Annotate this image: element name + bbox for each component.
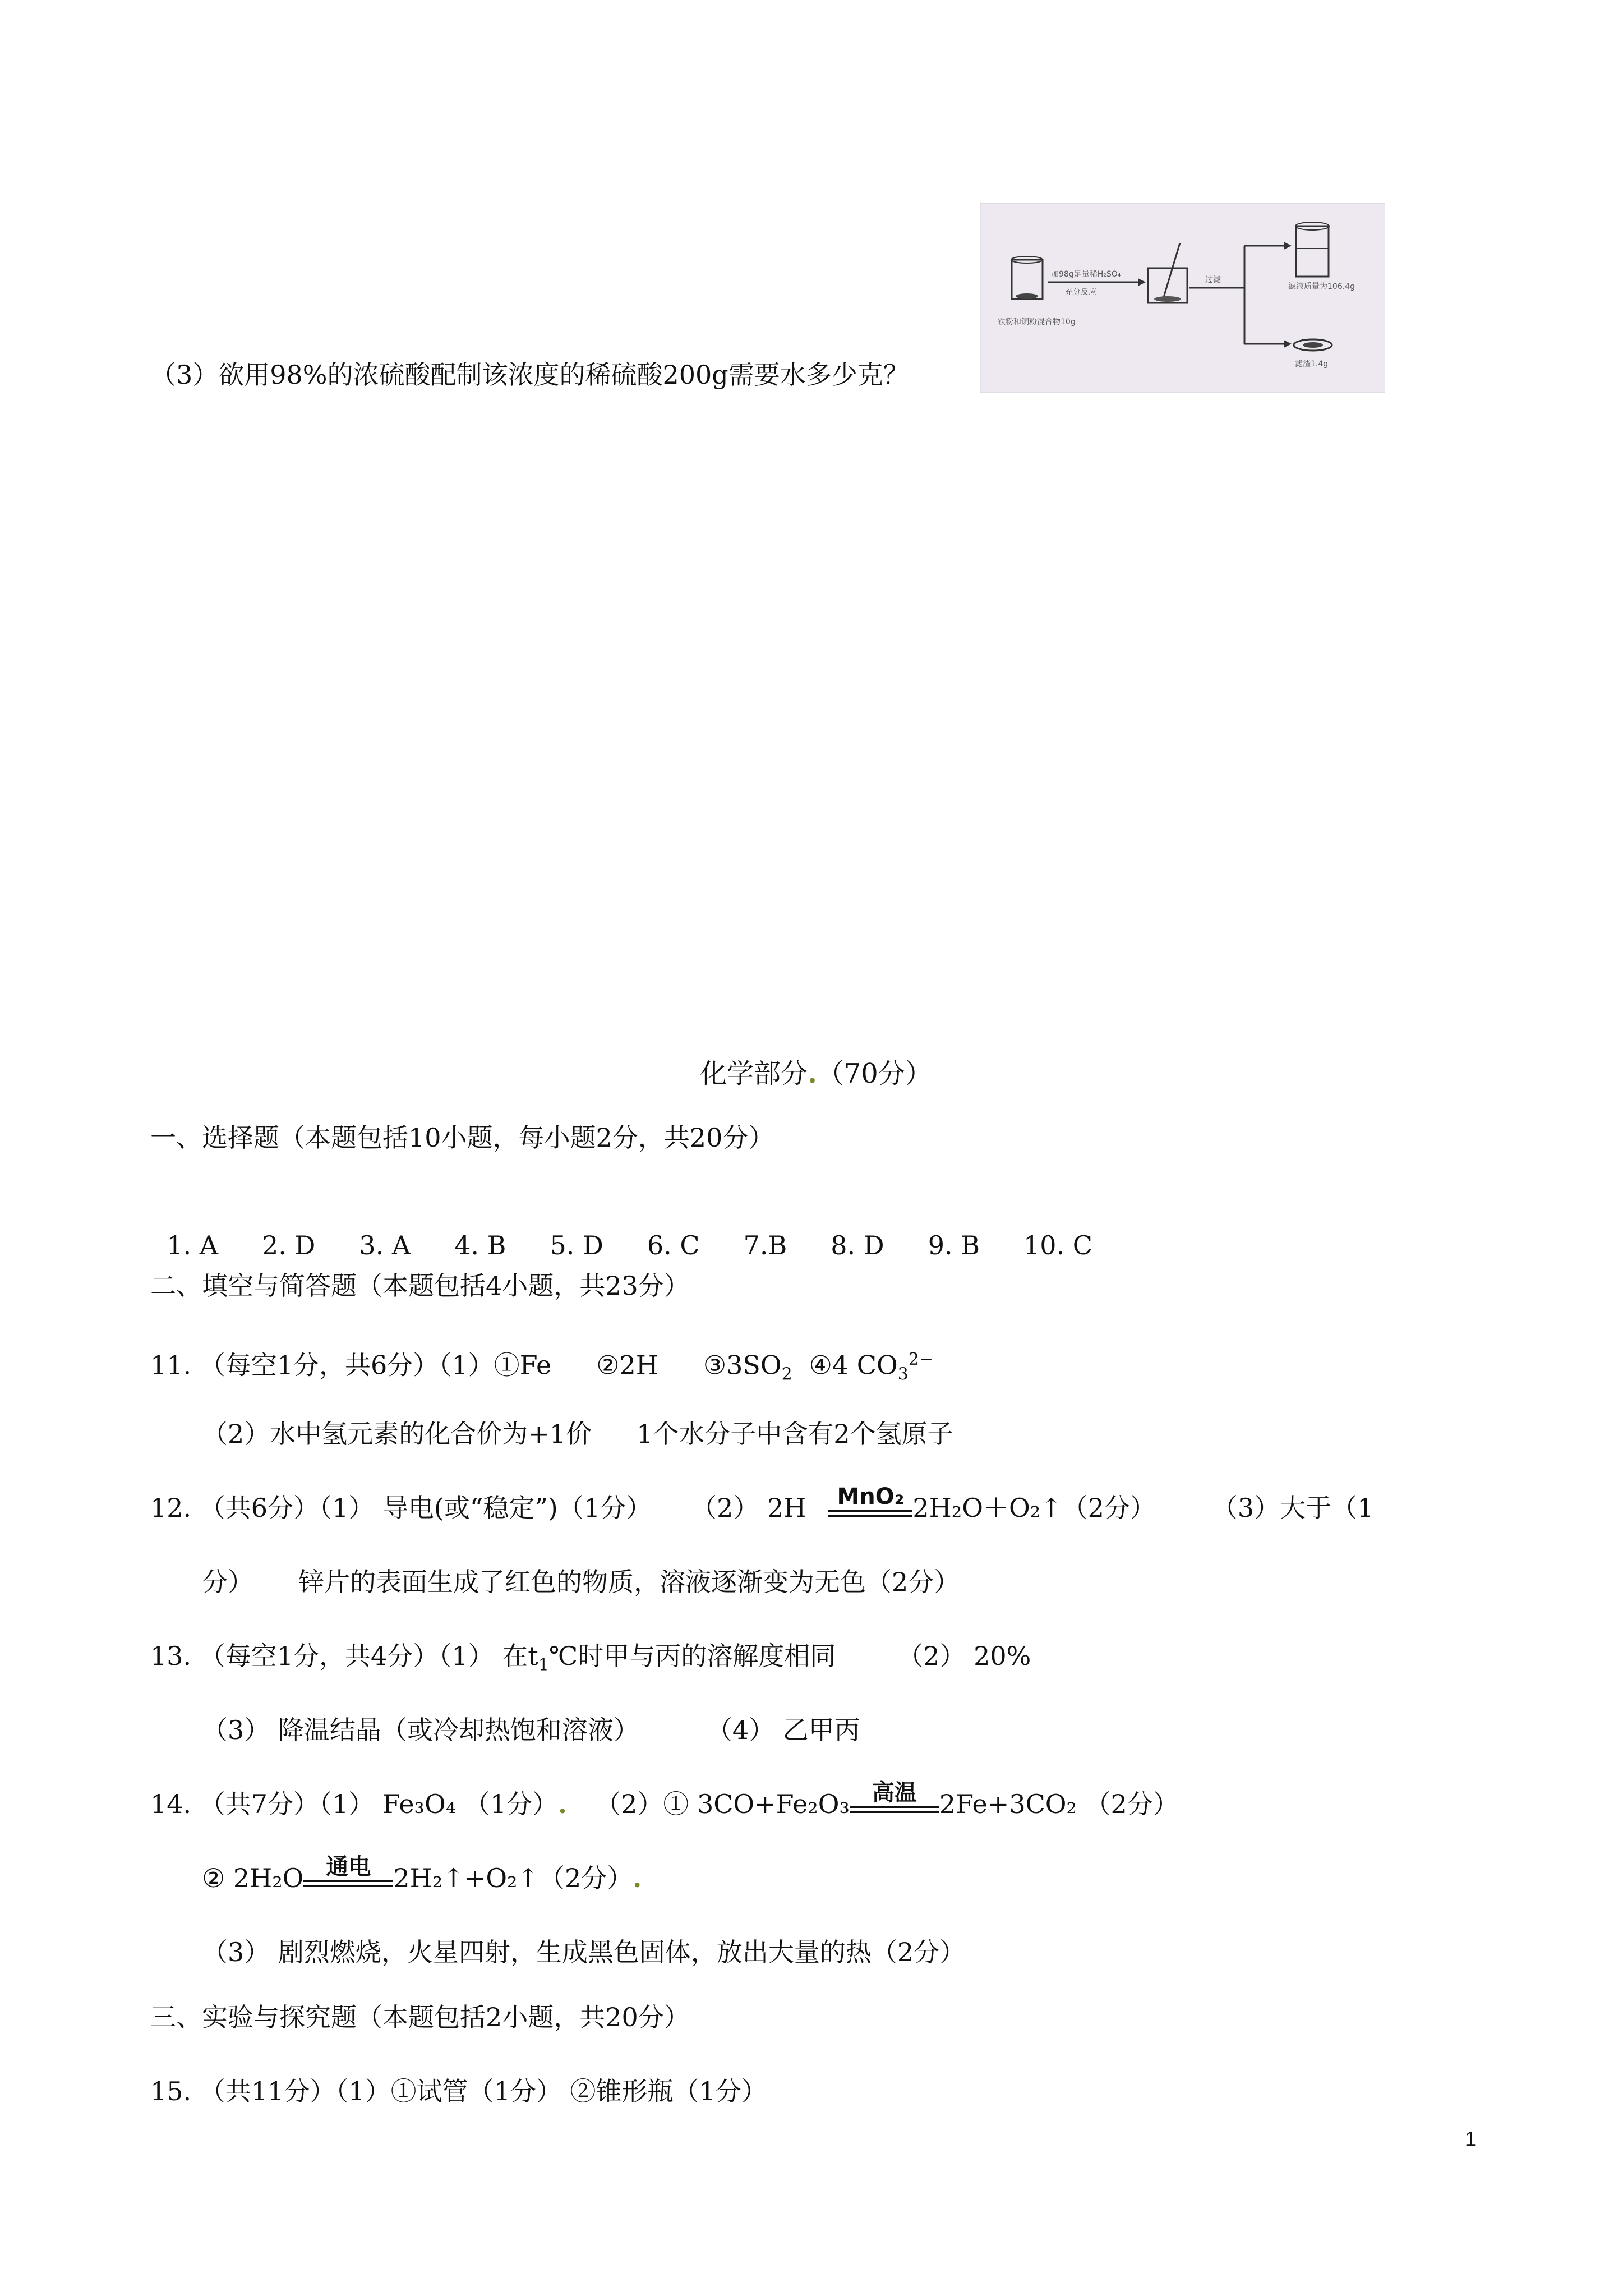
beaker-3 xyxy=(1295,222,1329,277)
q15-line1: 15. （共11分）（1）①试管（1分） ②锥形瓶（1分） xyxy=(150,2076,767,2106)
q14-line2: ② 2H₂O 通电 2H₂↑+O₂↑（2分）. xyxy=(202,1861,642,1895)
electrolysis-condition: 通电 xyxy=(303,1880,393,1895)
part3-heading: 三、实验与探究题（本题包括2小题，共20分） xyxy=(150,2002,690,2032)
mno2-condition: MnO₂ xyxy=(828,1510,912,1525)
experiment-figure xyxy=(980,203,1385,393)
beaker1-caption: 铁粉和铜粉混合物10g xyxy=(998,318,1076,326)
q14-line1: 14. （共7分）（1） Fe₃O₄ （1分）. （2）① 3CO+Fe₂O₃ 高温 2Fe+3CO₂ （2分） xyxy=(150,1787,1179,1821)
question-3: （3）欲用98%的浓硫酸配制该浓度的稀硫酸200g需要水多少克？ xyxy=(150,360,909,390)
q12-line2: 分） 锌片的表面生成了红色的物质，溶液逐渐变为无色（2分） xyxy=(202,1567,960,1597)
mc-answer-9: 9. B xyxy=(928,1230,980,1260)
q14-line3: （3） 剧烈燃烧，火星四射，生成黑色固体，放出大量的热（2分） xyxy=(202,1937,966,1967)
section-title-line: 化学部分.（70分） xyxy=(700,1058,932,1089)
high-temp-condition: 高温 xyxy=(850,1806,939,1821)
page-number: 1 xyxy=(1464,2127,1476,2150)
mc-answer-3: 3. A xyxy=(359,1230,411,1260)
q13-line1: 13. （每空1分，共4分）（1） 在$t_1℃$时甲与丙的溶解度相同 （2） 20% xyxy=(150,1641,1031,1676)
mc-answer-8: 8. D xyxy=(831,1230,884,1260)
mc-answer-4: 4. B xyxy=(454,1230,506,1260)
mc-answer-7: 7.B xyxy=(743,1230,787,1260)
q11-a4: ④4 CO xyxy=(809,1350,898,1381)
mc-answer-10: 10. C xyxy=(1023,1230,1092,1260)
arrow1-top-label: 加98g足量稀H₂SO₄ xyxy=(1051,270,1121,279)
part1-heading: 一、选择题（本题包括10小题，每小题2分，共20分） xyxy=(150,1122,774,1153)
q13-line2: （3） 降温结晶（或冷却热饱和溶液） （4） 乙甲丙 xyxy=(202,1715,860,1745)
beaker-1 xyxy=(1011,256,1043,299)
q11-a2: ②2H xyxy=(596,1350,658,1381)
section-score: （70分） xyxy=(817,1058,932,1089)
arrow1-bottom-label: 充分反应 xyxy=(1065,288,1096,297)
section-title: 化学部分 xyxy=(700,1058,808,1089)
q11-head: 11. （每空1分，共6分）（1）①Fe xyxy=(150,1350,552,1381)
q11-a3: ③3SO xyxy=(703,1350,782,1381)
mc-answers xyxy=(150,1195,1092,1262)
mc-answer-5: 5. D xyxy=(550,1230,603,1260)
residue-caption: 滤渣1.4g xyxy=(1295,360,1329,369)
q11-line2: （2）水中氢元素的化合价为+1价 1个水分子中含有2个氢原子 xyxy=(202,1419,953,1449)
residue-dish xyxy=(1294,339,1332,351)
q12-line1: 12. （共6分）（1） 导电(或“稳定”)（1分） （2） 2H MnO₂ 2H₂O＋O₂↑（2分） （3）大于（1 xyxy=(150,1491,1373,1525)
arrow2-label: 过滤 xyxy=(1205,275,1221,284)
mc-answer-2: 2. D xyxy=(261,1230,316,1260)
part2-heading: 二、填空与简答题（本题包括4小题，共23分） xyxy=(150,1271,690,1301)
mc-answer-1: 1. A xyxy=(167,1230,218,1260)
mc-answer-6: 6. C xyxy=(647,1230,700,1260)
q11-line1: 11. （每空1分，共6分）（1）①Fe ②2H $③3SO_2$ ④4 $CO_3^{2-}$ xyxy=(150,1350,934,1384)
beaker3-caption: 滤液质量为106.4g xyxy=(1288,282,1355,291)
beaker-2 xyxy=(1148,243,1187,303)
